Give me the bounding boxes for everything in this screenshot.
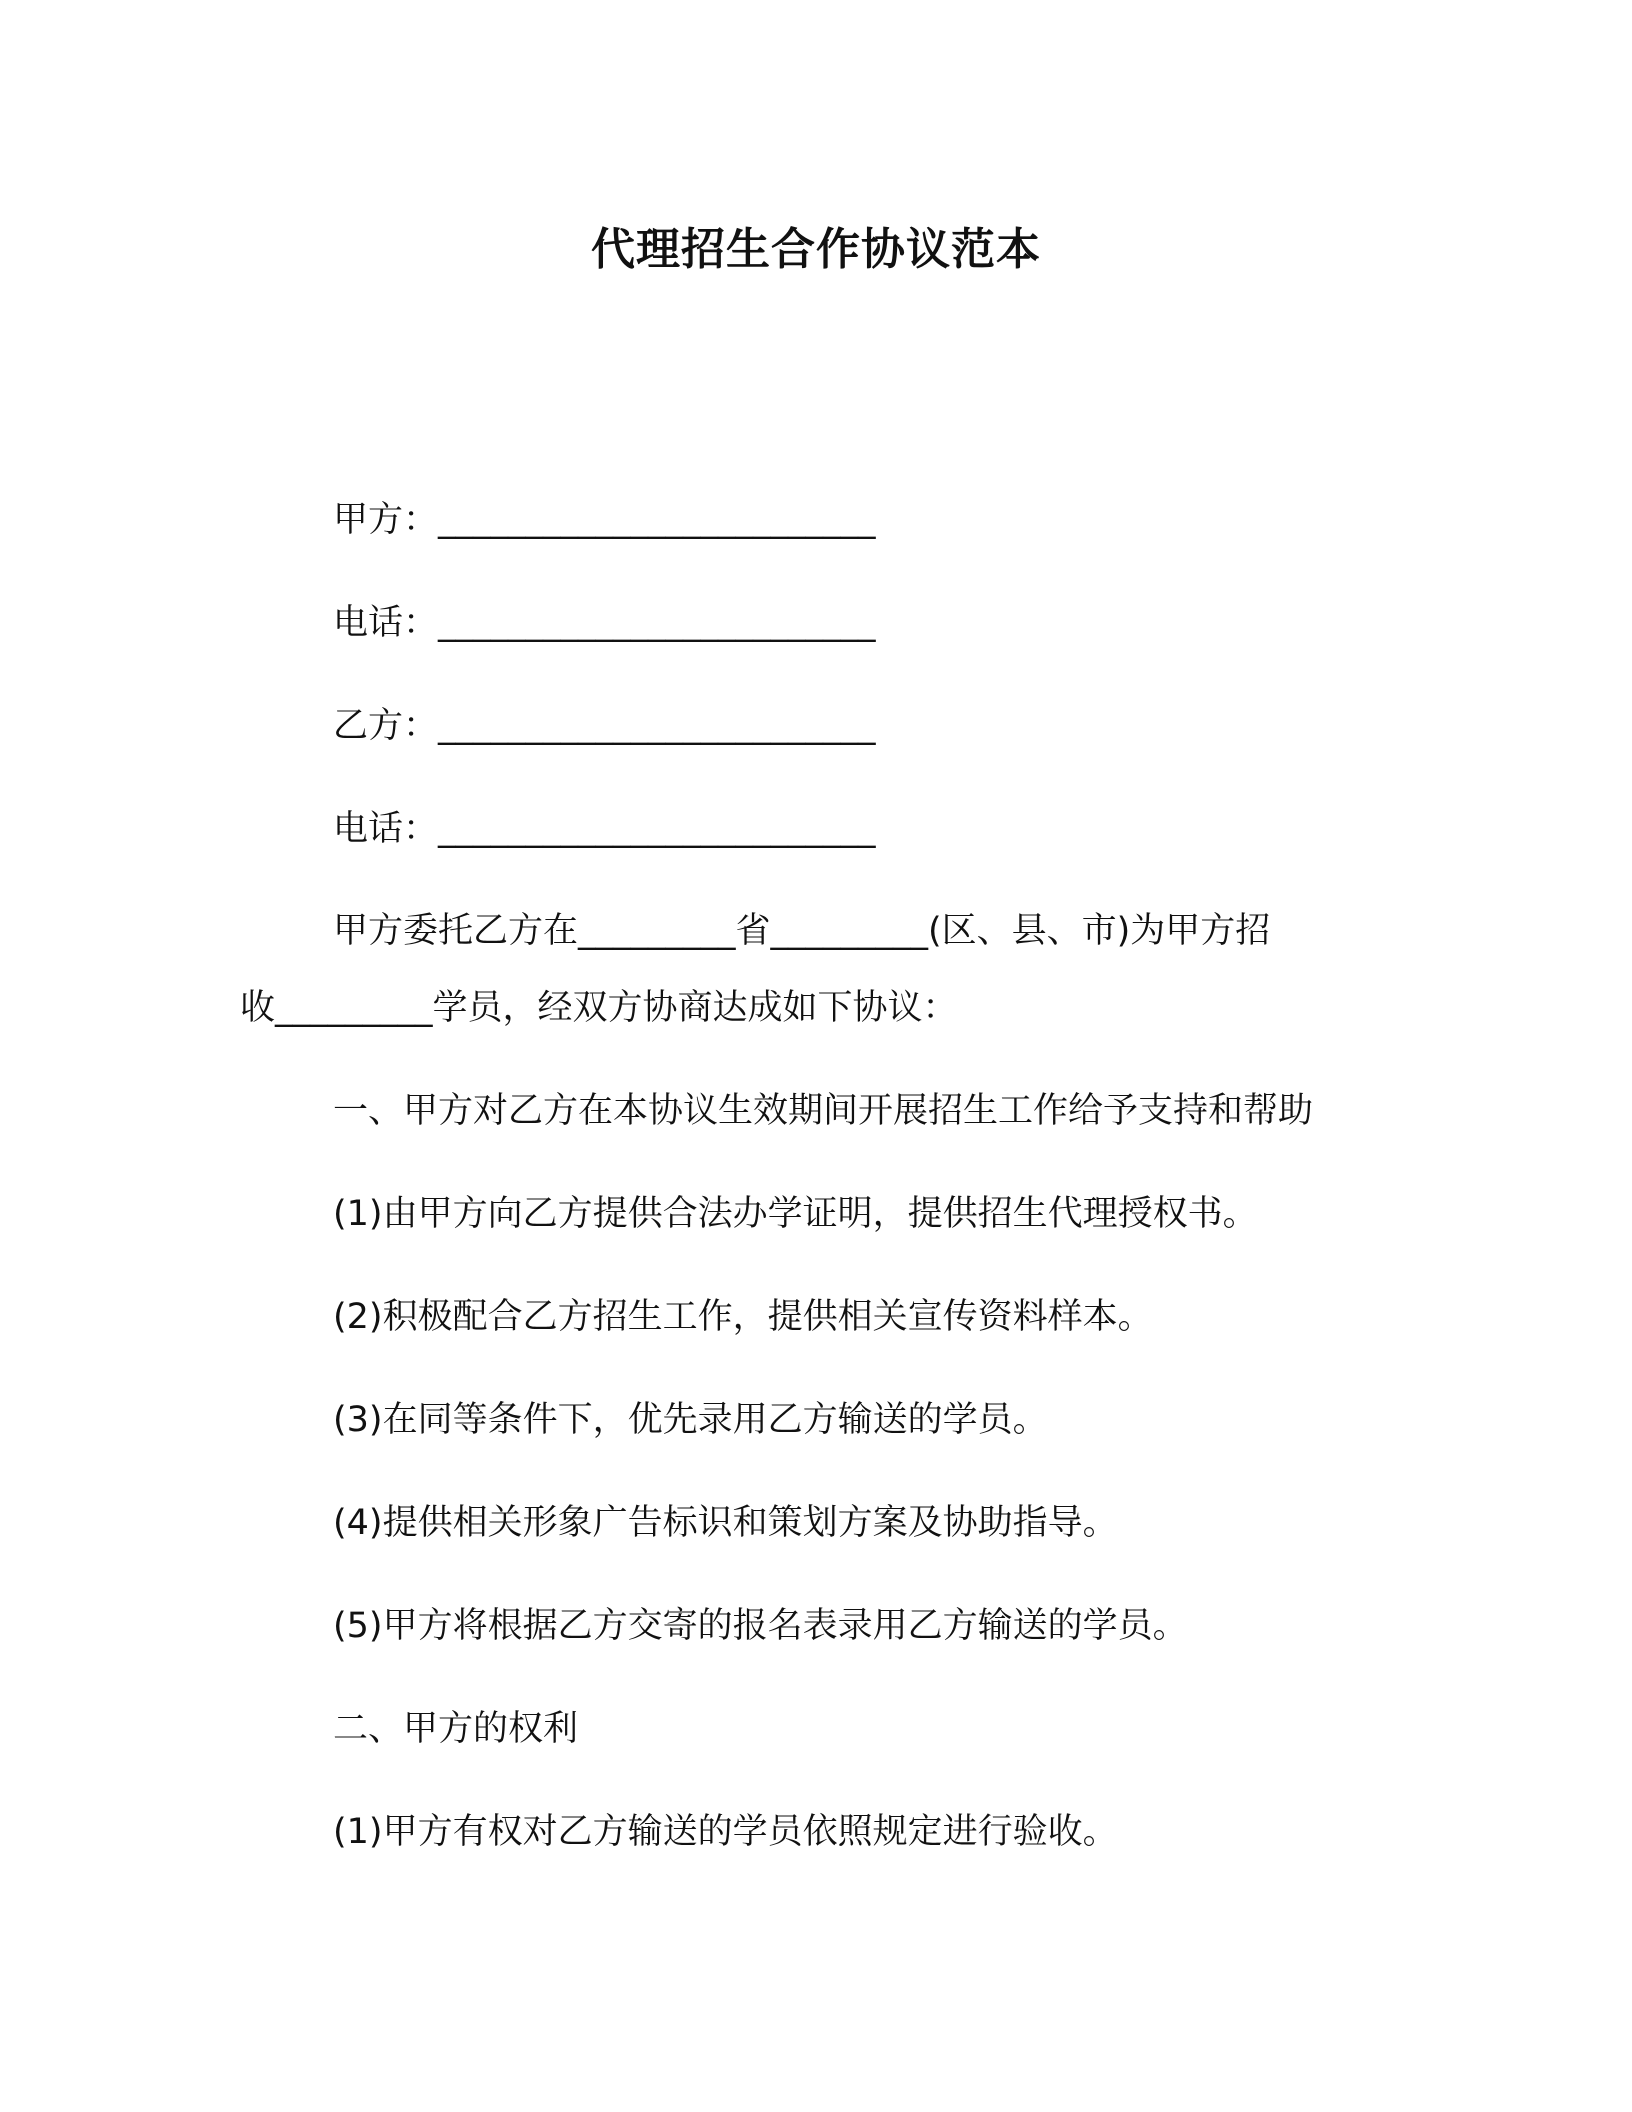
phone-a-field: 电话：_________________________ bbox=[333, 603, 876, 643]
intro-line-2: 收_________学员，经双方协商达成如下协议： bbox=[240, 988, 958, 1028]
section-1-item-2: (2)积极配合乙方招生工作，提供相关宣传资料样本。 bbox=[333, 1297, 1153, 1337]
party-b-field: 乙方：_________________________ bbox=[333, 706, 876, 746]
section-2-heading: 二、甲方的权利 bbox=[333, 1709, 579, 1749]
section-2-item-1: (1)甲方有权对乙方输送的学员依照规定进行验收。 bbox=[333, 1812, 1118, 1852]
section-1-heading: 一、甲方对乙方在本协议生效期间开展招生工作给予支持和帮助 bbox=[333, 1091, 1314, 1131]
intro-line-1: 甲方委托乙方在_________省_________(区、县、市)为甲方招 bbox=[333, 911, 1271, 951]
section-1-item-4: (4)提供相关形象广告标识和策划方案及协助指导。 bbox=[333, 1503, 1118, 1543]
document-title: 代理招生合作协议范本 bbox=[591, 224, 1041, 275]
section-1-item-5: (5)甲方将根据乙方交寄的报名表录用乙方输送的学员。 bbox=[333, 1606, 1188, 1646]
party-a-field: 甲方：_________________________ bbox=[333, 500, 876, 540]
section-1-item-3: (3)在同等条件下，优先录用乙方输送的学员。 bbox=[333, 1400, 1048, 1440]
phone-b-field: 电话：_________________________ bbox=[333, 809, 876, 849]
section-1-item-1: (1)由甲方向乙方提供合法办学证明，提供招生代理授权书。 bbox=[333, 1194, 1258, 1234]
